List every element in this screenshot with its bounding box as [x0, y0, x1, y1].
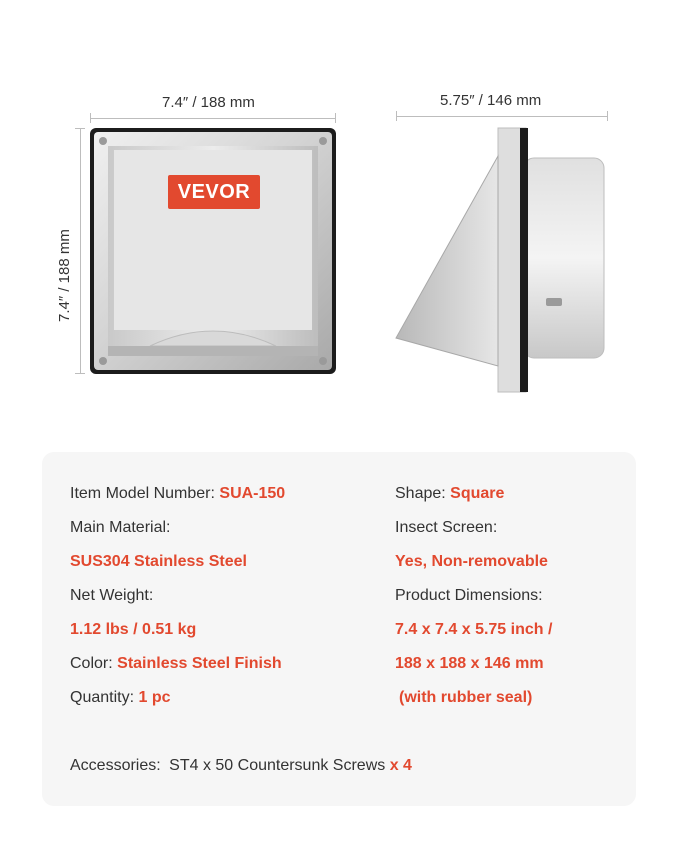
spec-weight-label: Net Weight: — [70, 587, 154, 604]
spec-shape-label: Shape: — [395, 485, 446, 502]
spec-color-label: Color: — [70, 655, 113, 672]
width-tick-left — [90, 113, 91, 123]
spec-material-value: SUS304 Stainless Steel — [70, 553, 247, 570]
height-dimension-label: 7.4″ / 188 mm — [56, 229, 73, 322]
spec-weight-value: 1.12 lbs / 0.51 kg — [70, 621, 197, 638]
vent-side-illustration — [392, 126, 608, 394]
spec-dimensions-label: Product Dimensions: — [395, 587, 543, 604]
spec-accessories — [70, 757, 412, 775]
width-dimension-line — [90, 118, 336, 119]
vent-front-illustration — [90, 128, 336, 374]
height-tick-bottom — [75, 373, 85, 374]
spec-quantity — [70, 689, 171, 707]
depth-tick-right — [607, 111, 608, 121]
spec-screen-value: Yes, Non-removable — [395, 553, 548, 570]
spec-accessories-count: x 4 — [389, 757, 412, 774]
spec-color-value: Stainless Steel Finish — [117, 655, 282, 672]
vevor-logo: VEVOR — [168, 175, 260, 209]
vent-front-view — [90, 128, 336, 374]
height-tick-top — [75, 128, 85, 129]
spec-model — [70, 485, 285, 503]
spec-quantity-label: Quantity: — [70, 689, 135, 706]
vent-side-view — [392, 126, 608, 394]
spec-accessories-value: ST4 x 50 Countersunk Screws — [169, 757, 386, 774]
spec-accessories-label: Accessories: — [70, 757, 161, 774]
spec-card — [42, 452, 636, 806]
spec-dimensions-value-2: 188 x 188 x 146 mm — [395, 655, 544, 672]
depth-tick-left — [396, 111, 397, 121]
depth-dimension-label: 5.75″ / 146 mm — [440, 92, 542, 109]
spec-model-value: SUA-150 — [219, 485, 286, 502]
spec-color — [70, 655, 282, 673]
height-dimension-line — [80, 128, 81, 374]
spec-screen-label: Insect Screen: — [395, 519, 498, 536]
depth-dimension-line — [396, 116, 608, 117]
spec-shape-value: Square — [450, 485, 505, 502]
spec-dimensions-value-1: 7.4 x 7.4 x 5.75 inch / — [395, 621, 553, 638]
spec-shape — [395, 485, 504, 503]
spec-material-label: Main Material: — [70, 519, 171, 536]
width-dimension-label: 7.4″ / 188 mm — [162, 94, 255, 111]
spec-model-label: Item Model Number: — [70, 485, 215, 502]
spec-quantity-value: 1 pc — [138, 689, 171, 706]
spec-dimensions-value-3: (with rubber seal) — [399, 689, 533, 706]
width-tick-right — [335, 113, 336, 123]
